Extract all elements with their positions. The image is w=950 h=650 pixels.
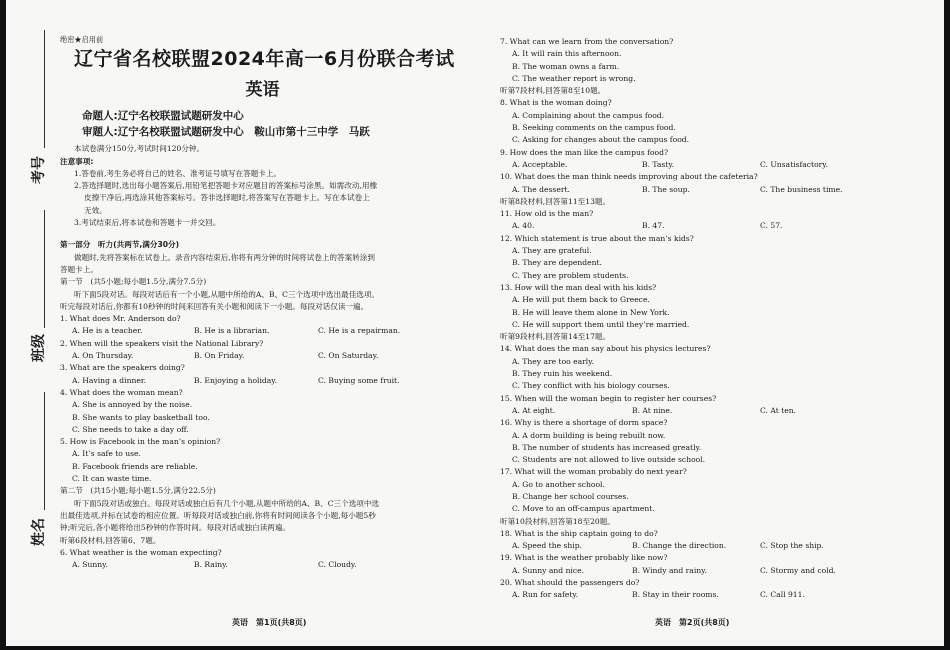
question-5: 5. How is Facebook in the man’s opinion? <box>60 437 221 447</box>
notes-heading: 注意事项: <box>60 156 94 166</box>
q17-option-c: C. Move to an off-campus apartment. <box>512 504 655 514</box>
q20-option-c: C. Call 911. <box>760 590 805 600</box>
section1-desc-1: 听下面5段对话。每段对话后有一个小题,从题中所给的A、B、C三个选项中选出最佳选项。 <box>74 289 380 299</box>
q8-option-c: C. Asking for changes about the campus food. <box>512 135 690 145</box>
q1-option-b: B. He is a librarian. <box>194 326 270 336</box>
question-3-options <box>60 375 465 387</box>
question-2-options <box>60 350 465 362</box>
q7-option-c: C. The weather report is wrong. <box>512 73 636 83</box>
q6-option-c: C. Cloudy. <box>318 560 357 570</box>
question-18-options <box>500 540 920 552</box>
q19-option-b: B. Windy and rainy. <box>632 565 707 575</box>
q1-option-c: C. He is a repairman. <box>318 326 401 336</box>
question-4: 4. What does the woman mean? <box>60 387 183 397</box>
q17-option-b: B. Change her school courses. <box>512 491 629 501</box>
question-19: 19. What is the weather probably like now? <box>500 553 668 563</box>
scan-edge-bottom <box>0 646 950 650</box>
question-7: 7. What can we learn from the conversation? <box>500 37 674 46</box>
page-2 <box>500 36 920 602</box>
material-9-note: 听第9段材料,回答第14至17题。 <box>500 332 611 342</box>
q15-option-c: C. At ten. <box>760 405 797 415</box>
q12-option-b: B. They are dependent. <box>512 258 602 268</box>
q12-option-c: C. They are problem students. <box>512 270 629 280</box>
q3-option-a: A. Having a dinner. <box>72 375 147 385</box>
exam-number-line <box>44 30 45 148</box>
binding-margin <box>10 0 56 650</box>
section2-desc-1: 听下面5段对话或独白。每段对话或独白后有几个小题,从题中所给的A、B、C三个选项中选 <box>74 498 380 508</box>
section1-heading: 第一节 (共5小题;每小题1.5分,满分7.5分) <box>60 277 207 287</box>
name-line <box>44 392 45 510</box>
name-label: 姓名 <box>31 518 47 546</box>
q6-option-a: A. Sunny. <box>72 560 108 570</box>
question-6-options <box>60 559 465 571</box>
q2-option-a: A. On Thursday. <box>72 351 134 361</box>
q12-option-a: A. They are grateful. <box>512 246 592 256</box>
question-10: 10. What does the man think needs improving about the cafeteria? <box>500 172 758 182</box>
note-2c: 无效。 <box>84 205 107 215</box>
reviewer-line: 审题人:辽宁名校联盟试题研发中心 鞍山市第十三中学 马跃 <box>82 126 370 139</box>
question-8: 8. What is the woman doing? <box>500 98 612 108</box>
q16-option-b: B. The number of students has increased greatly. <box>512 442 702 452</box>
q4-option-a: A. She is annoyed by the noise. <box>72 400 193 410</box>
q1-option-a: A. He is a teacher. <box>72 326 143 336</box>
question-6: 6. What weather is the woman expecting? <box>60 547 222 557</box>
setter-line: 命题人:辽宁名校联盟试题研发中心 <box>82 110 244 123</box>
q7-option-b: B. The woman owns a farm. <box>512 61 620 71</box>
question-16: 16. Why is there a shortage of dorm space? <box>500 418 668 428</box>
confidential-mark: 绝密★启用前 <box>60 35 104 44</box>
q11-option-c: C. 57. <box>760 221 783 231</box>
part1-heading: 第一部分 听力(共两节,满分30分) <box>60 240 180 250</box>
q13-option-a: A. He will put them back to Greece. <box>512 295 650 305</box>
question-9: 9. How does the man like the campus food? <box>500 147 669 157</box>
q16-option-a: A. A dorm building is being rebuilt now. <box>512 430 666 440</box>
exam-info: 本试卷满分150分,考试时间120分钟。 <box>74 144 205 154</box>
question-19-options <box>500 565 920 577</box>
question-13: 13. How will the man deal with his kids? <box>500 282 657 292</box>
part1-desc-2: 答题卡上。 <box>60 264 98 274</box>
part1-desc-1: 做题时,先将答案标在试卷上。录音内容结束后,你将有两分钟的时间将试卷上的答案转涂到 <box>74 252 375 262</box>
q19-option-a: A. Sunny and nice. <box>512 565 585 575</box>
material-6-note: 听第6段材料,回答第6、7题。 <box>60 535 161 545</box>
q4-option-c: C. She needs to take a day off. <box>72 424 189 434</box>
question-20-options <box>500 589 920 601</box>
q20-option-a: A. Run for safety. <box>512 590 579 600</box>
exam-number-label: 考号 <box>31 156 47 184</box>
page-1-footer: 英语 第1页(共8页) <box>232 618 307 627</box>
material-7-note: 听第7段材料,回答第8至10题。 <box>500 86 606 96</box>
question-1-options <box>60 325 465 337</box>
section2-desc-3: 钟;听完后,各小题将给出5秒钟的作答时间。每段对话或独白读两遍。 <box>60 523 291 533</box>
question-17: 17. What will the woman probably do next year? <box>500 467 687 477</box>
subject-title: 英语 <box>245 80 280 101</box>
q14-option-b: B. They ruin his weekend. <box>512 369 613 379</box>
question-20: 20. What should the passengers do? <box>500 578 640 588</box>
question-18: 18. What is the ship captain going to do? <box>500 528 658 538</box>
q18-option-c: C. Stop the ship. <box>760 541 824 551</box>
q16-option-c: C. Students are not allowed to live outside school. <box>512 455 706 465</box>
q10-option-c: C. The business time. <box>760 184 843 194</box>
note-2b: 皮擦干净后,再选涂其他答案标号。答非选择题时,将答案写在答题卡上。写在本试卷上 <box>84 193 370 203</box>
scan-edge-right <box>944 0 950 650</box>
q9-option-a: A. Acceptable. <box>512 159 568 169</box>
page-1 <box>60 34 465 571</box>
q10-option-a: A. The dessert. <box>512 184 570 194</box>
q2-option-c: C. On Saturday. <box>318 351 379 361</box>
note-3: 3.考试结束后,将本试卷和答题卡一并交回。 <box>74 218 221 228</box>
q9-option-c: C. Unsatisfactory. <box>760 159 828 169</box>
question-9-options <box>500 159 920 171</box>
material-10-note: 听第10段材料,回答第18至20题。 <box>500 516 615 526</box>
q15-option-a: A. At eight. <box>512 405 556 415</box>
class-label: 班级 <box>31 334 47 362</box>
q15-option-b: B. At nine. <box>632 405 673 415</box>
q18-option-b: B. Change the direction. <box>632 541 727 551</box>
page-2-footer: 英语 第2页(共8页) <box>655 618 730 627</box>
q9-option-b: B. Tasty. <box>642 159 675 169</box>
question-11: 11. How old is the man? <box>500 209 594 219</box>
note-1: 1.答卷前,考生务必将自己的姓名、准考证号填写在答题卡上。 <box>74 168 282 178</box>
q4-option-b: B. She wants to play basketball too. <box>72 412 210 422</box>
scan-edge-left <box>0 0 6 650</box>
material-8-note: 听第8段材料,回答第11至13题。 <box>500 196 611 206</box>
q3-option-c: C. Buying some fruit. <box>318 375 400 385</box>
q14-option-c: C. They conflict with his biology courses. <box>512 381 670 391</box>
question-14: 14. What does the man say about his physics lectures? <box>500 344 711 354</box>
q8-option-a: A. Complaining about the campus food. <box>512 110 665 120</box>
exam-title: 辽宁省名校联盟2024年高一6月份联合考试 <box>74 48 455 71</box>
question-12: 12. Which statement is true about the man’s kids? <box>500 233 694 243</box>
section2-heading: 第二节 (共15小题;每小题1.5分,满分22.5分) <box>60 486 216 496</box>
q18-option-a: A. Speed the ship. <box>512 541 582 551</box>
q20-option-b: B. Stay in their rooms. <box>632 590 719 600</box>
q5-option-a: A. It’s safe to use. <box>72 449 141 459</box>
question-1: 1. What does Mr. Anderson do? <box>60 314 181 324</box>
q5-option-b: B. Facebook friends are reliable. <box>72 461 198 471</box>
q13-option-b: B. He will leave them alone in New York. <box>512 307 670 317</box>
class-line <box>44 210 45 328</box>
section2-desc-2: 出最佳选项,并标在试卷的相应位置。听每段对话或独白前,你将有时间阅读各个小题,每小题5秒 <box>60 510 376 520</box>
q13-option-c: C. He will support them until they’re married. <box>512 319 690 329</box>
q6-option-b: B. Rainy. <box>194 560 228 570</box>
q17-option-a: A. Go to another school. <box>512 479 605 489</box>
q5-option-c: C. It can waste time. <box>72 474 152 484</box>
q11-option-a: A. 40. <box>512 221 535 231</box>
q10-option-b: B. The soup. <box>642 184 690 194</box>
question-15: 15. When will the woman begin to register her courses? <box>500 393 717 403</box>
q8-option-b: B. Seeking comments on the campus food. <box>512 123 676 133</box>
q7-option-a: A. It will rain this afternoon. <box>512 49 622 59</box>
question-2: 2. When will the speakers visit the National Library? <box>60 338 264 348</box>
q14-option-a: A. They are too early. <box>512 356 594 366</box>
q2-option-b: B. On Friday. <box>194 351 245 361</box>
note-2a: 2.答选择题时,选出每小题答案后,用铅笔把答题卡对应题目的答案标号涂黑。如需改动,用橡 <box>74 181 378 191</box>
question-15-options <box>500 405 920 417</box>
question-10-options <box>500 184 920 196</box>
q11-option-b: B. 47. <box>642 221 665 231</box>
question-11-options <box>500 220 920 232</box>
section1-desc-2: 听完每段对话后,你都有10秒钟的时间来回答有关小题和阅读下一小题。每段对话仅读一遍。 <box>60 301 369 311</box>
question-3: 3. What are the speakers doing? <box>60 363 185 373</box>
q3-option-b: B. Enjoying a holiday. <box>194 375 277 385</box>
q19-option-c: C. Stormy and cold. <box>760 565 836 575</box>
